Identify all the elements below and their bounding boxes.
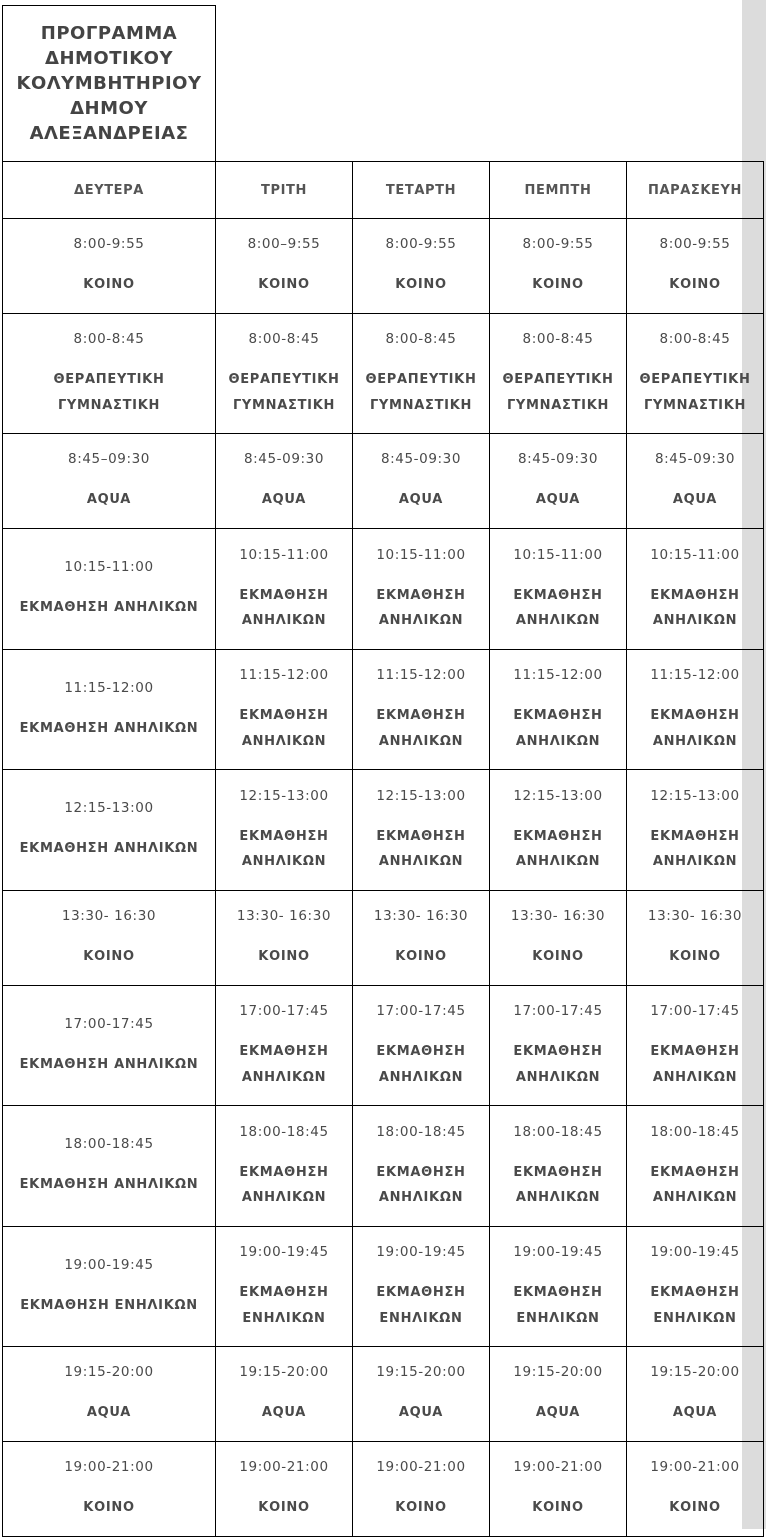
activity-label: ΕΚΜΑΘΗΣΗ ΑΝΗΛΙΚΩΝ [19,1056,199,1072]
cell-content [627,1242,763,1331]
day-header: ΤΡΙΤΗ [216,162,353,219]
activity-label: ΚΟΙΝΟ [395,277,447,293]
time-slot: 19:00-19:45 [376,1244,466,1260]
day-header: ΠΕΜΠΤΗ [490,162,627,219]
activity-label: ΕΚΜΑΘΗΣΗ ΑΝΗΛΙΚΩΝ [19,600,199,616]
cell-content [490,1122,626,1211]
time-slot: 19:00-21:00 [650,1459,740,1476]
activity-label: ΕΚΜΑΘΗΣΗ ΑΝΗΛΙΚΩΝ [513,708,603,749]
time-slot: 18:00-18:45 [239,1123,329,1140]
schedule-cell [3,434,216,529]
activity-label: ΕΚΜΑΘΗΣΗ ΑΝΗΛΙΚΩΝ [513,1044,603,1085]
cell-content [353,1001,489,1090]
schedule-cell [353,1227,490,1347]
time-slot: 19:15-20:00 [376,1364,466,1381]
cell-content [3,329,215,418]
schedule-cell [216,219,353,314]
time-slot: 8:00-9:55 [659,236,731,253]
schedule-cell [627,770,764,891]
activity-label: ΚΟΙΝΟ [669,1500,721,1516]
schedule-cell [490,770,627,891]
activity-label: ΚΟΙΝΟ [258,1500,310,1516]
cell-content [353,1242,489,1331]
schedule-cell [216,434,353,529]
activity-label: ΚΟΙΝΟ [258,949,310,965]
activity-label: AQUA [261,492,307,508]
cell-content [3,557,215,621]
schedule-cell [3,1106,216,1227]
cell-content [627,1362,763,1426]
cell-content [490,1001,626,1090]
schedule-cell [627,1347,764,1442]
schedule-row [3,314,764,434]
cell-content [627,906,763,970]
activity-label: ΕΚΜΑΘΗΣΗ ΑΝΗΛΙΚΩΝ [376,828,466,869]
cell-content [490,1362,626,1426]
time-slot: 17:00-17:45 [64,1015,154,1032]
activity-label: AQUA [672,492,718,508]
time-slot: 19:00-19:45 [650,1244,740,1260]
activity-label: ΕΚΜΑΘΗΣΗ ΑΝΗΛΙΚΩΝ [239,587,329,628]
cell-content [353,329,489,418]
schedule-cell [216,650,353,770]
activity-label: ΕΚΜΑΘΗΣΗ ΕΝΗΛΙΚΩΝ [513,1285,603,1326]
cell-content [216,906,352,970]
activity-label: ΕΚΜΑΘΗΣΗ ΑΝΗΛΙΚΩΝ [376,708,466,749]
schedule-cell [490,529,627,650]
cell-content [216,234,352,298]
time-slot: 12:15-13:00 [513,787,603,804]
cell-content [3,1457,215,1521]
activity-label: ΕΚΜΑΘΗΣΗ ΑΝΗΛΙΚΩΝ [239,828,329,869]
time-slot: 8:45–09:30 [68,451,150,468]
schedule-cell [3,314,216,434]
schedule-cell [490,891,627,986]
activity-label: ΕΚΜΑΘΗΣΗ ΑΝΗΛΙΚΩΝ [19,1177,199,1193]
schedule-cell [353,529,490,650]
activity-label: ΕΚΜΑΘΗΣΗ ΑΝΗΛΙΚΩΝ [376,1044,466,1085]
activity-label: AQUA [398,492,444,508]
activity-label: ΚΟΙΝΟ [532,949,584,965]
schedule-cell [353,1347,490,1442]
title-box [2,5,216,162]
activity-label: AQUA [535,1405,581,1421]
cell-content [353,1362,489,1426]
time-slot: 11:15-12:00 [650,667,740,683]
activity-label: ΕΚΜΑΘΗΣΗ ΕΝΗΛΙΚΩΝ [376,1285,466,1326]
cell-content [216,1362,352,1426]
schedule-cell [216,529,353,650]
time-slot: 13:30- 16:30 [236,908,332,925]
schedule-cell [627,1106,764,1227]
time-slot: 19:00-21:00 [513,1459,603,1476]
time-slot: 11:15-12:00 [64,679,154,696]
schedule-cell [627,891,764,986]
activity-label: ΚΟΙΝΟ [83,949,135,965]
cell-content [490,545,626,634]
activity-label: ΕΚΜΑΘΗΣΗ ΑΝΗΛΙΚΩΝ [650,587,740,628]
schedule-cell [216,1106,353,1227]
activity-label: ΕΚΜΑΘΗΣΗ ΕΝΗΛΙΚΩΝ [20,1297,198,1313]
time-slot: 8:00-8:45 [248,331,320,347]
activity-label: ΕΚΜΑΘΗΣΗ ΕΝΗΛΙΚΩΝ [239,1285,329,1326]
schedule-cell [3,891,216,986]
activity-label: ΚΟΙΝΟ [532,1500,584,1516]
cell-content [353,234,489,298]
cell-content [490,665,626,754]
time-slot: 8:00-8:45 [522,331,594,347]
cell-content [216,329,352,418]
cell-content [353,545,489,634]
time-slot: 10:15-11:00 [650,546,740,563]
day-header: ΤΕΤΑΡΤΗ [353,162,490,219]
time-slot: 19:15-20:00 [64,1364,154,1381]
activity-label: ΕΚΜΑΘΗΣΗ ΑΝΗΛΙΚΩΝ [513,587,603,628]
time-slot: 17:00-17:45 [239,1003,329,1019]
cell-content [627,449,763,513]
activity-label: AQUA [86,492,132,508]
time-slot: 8:00–9:55 [247,236,321,253]
cell-content [490,234,626,298]
cell-content [3,798,215,862]
time-slot: 13:30- 16:30 [61,908,157,925]
schedule-cell [490,314,627,434]
time-slot: 10:15-11:00 [64,559,154,576]
activity-label: AQUA [86,1405,132,1421]
cell-content [353,906,489,970]
time-slot: 13:30- 16:30 [373,908,469,925]
time-slot: 8:45-09:30 [380,451,462,468]
activity-label: ΕΚΜΑΘΗΣΗ ΑΝΗΛΙΚΩΝ [650,1044,740,1085]
time-slot: 19:00-19:45 [513,1244,603,1260]
time-slot: 19:15-20:00 [239,1364,329,1381]
time-slot: 12:15-13:00 [64,800,154,817]
schedule-cell [490,1227,627,1347]
time-slot: 17:00-17:45 [376,1003,466,1019]
schedule-cell [490,434,627,529]
activity-label: ΘΕΡΑΠΕΥΤΙΚΗ ΓΥΜΝΑΣΤΙΚΗ [639,372,751,413]
cell-content [353,1122,489,1211]
time-slot: 10:15-11:00 [376,546,466,563]
time-slot: 18:00-18:45 [64,1136,154,1153]
time-slot: 19:15-20:00 [513,1364,603,1381]
activity-label: ΚΟΙΝΟ [395,1500,447,1516]
day-header: ΔΕΥΤΕΡΑ [3,162,216,219]
cell-content [490,329,626,418]
schedule-row [3,1347,764,1442]
schedule-cell [3,219,216,314]
schedule-cell [3,1347,216,1442]
time-slot: 8:00-9:55 [385,236,457,253]
cell-content [216,1242,352,1331]
time-slot: 19:00-19:45 [239,1244,329,1260]
activity-label: ΚΟΙΝΟ [395,949,447,965]
activity-label: ΚΟΙΝΟ [669,277,721,293]
cell-content [627,329,763,418]
header-row [3,162,764,219]
time-slot: 8:00-8:45 [385,331,457,347]
time-slot: 12:15-13:00 [376,787,466,804]
cell-content [627,234,763,298]
activity-label: ΕΚΜΑΘΗΣΗ ΑΝΗΛΙΚΩΝ [19,720,199,736]
time-slot: 8:00-8:45 [659,331,731,347]
activity-label: ΘΕΡΑΠΕΥΤΙΚΗ ΓΥΜΝΑΣΤΙΚΗ [502,372,614,413]
time-slot: 19:00-19:45 [64,1256,154,1273]
activity-label: ΚΟΙΝΟ [669,949,721,965]
cell-content [627,1001,763,1090]
cell-content [216,665,352,754]
schedule-cell [353,1106,490,1227]
schedule-cell [353,650,490,770]
schedule-cell [353,986,490,1106]
cell-content [627,665,763,754]
cell-content [490,786,626,875]
time-slot: 18:00-18:45 [650,1123,740,1140]
activity-label: ΕΚΜΑΘΗΣΗ ΑΝΗΛΙΚΩΝ [19,841,199,857]
schedule-row [3,650,764,770]
time-slot: 18:00-18:45 [376,1123,466,1140]
time-slot: 12:15-13:00 [650,787,740,804]
cell-content [3,1134,215,1198]
schedule-cell [490,219,627,314]
schedule-cell [216,770,353,891]
schedule-cell [216,1227,353,1347]
cell-content [627,1122,763,1211]
schedule-cell [490,650,627,770]
activity-label: AQUA [398,1405,444,1421]
day-header: ΠΑΡΑΣΚΕΥΗ [627,162,764,219]
cell-content [490,449,626,513]
time-slot: 13:30- 16:30 [510,908,606,925]
time-slot: 11:15-12:00 [239,667,329,683]
activity-label: ΕΚΜΑΘΗΣΗ ΑΝΗΛΙΚΩΝ [239,708,329,749]
time-slot: 12:15-13:00 [239,787,329,804]
time-slot: 19:15-20:00 [650,1364,740,1381]
cell-content [3,234,215,298]
time-slot: 19:00-21:00 [239,1459,329,1476]
schedule-cell [627,314,764,434]
cell-content [353,1457,489,1521]
cell-content [490,906,626,970]
time-slot: 8:45-09:30 [243,451,325,468]
activity-label: ΘΕΡΑΠΕΥΤΙΚΗ ΓΥΜΝΑΣΤΙΚΗ [53,372,165,413]
schedule-row [3,434,764,529]
schedule-cell [627,986,764,1106]
schedule-cell [627,650,764,770]
cell-content [3,678,215,742]
time-slot: 13:30- 16:30 [647,908,743,925]
schedule-cell [3,1442,216,1537]
schedule-row [3,986,764,1106]
time-slot: 18:00-18:45 [513,1123,603,1140]
activity-label: ΕΚΜΑΘΗΣΗ ΑΝΗΛΙΚΩΝ [513,1164,603,1205]
schedule-cell [627,434,764,529]
time-slot: 10:15-11:00 [239,546,329,563]
activity-label: ΕΚΜΑΘΗΣΗ ΑΝΗΛΙΚΩΝ [376,1164,466,1205]
cell-content [216,1001,352,1090]
activity-label: ΘΕΡΑΠΕΥΤΙΚΗ ΓΥΜΝΑΣΤΙΚΗ [228,372,340,413]
cell-content [3,906,215,970]
cell-content [353,449,489,513]
schedule-row [3,770,764,891]
time-slot: 10:15-11:00 [513,546,603,563]
cell-content [490,1242,626,1331]
schedule-row [3,1227,764,1347]
schedule-cell [3,986,216,1106]
cell-content [216,449,352,513]
schedule-cell [490,986,627,1106]
time-slot: 17:00-17:45 [650,1003,740,1019]
cell-content [353,786,489,875]
schedule-row [3,891,764,986]
cell-content [216,786,352,875]
schedule-cell [3,650,216,770]
cell-content [3,1362,215,1426]
schedule-cell [216,986,353,1106]
schedule-row [3,1442,764,1537]
schedule-cell [627,1442,764,1537]
schedule-cell [490,1347,627,1442]
schedule-cell [490,1442,627,1537]
schedule-cell [3,529,216,650]
time-slot: 19:00-21:00 [376,1459,466,1476]
activity-label: ΕΚΜΑΘΗΣΗ ΑΝΗΛΙΚΩΝ [650,828,740,869]
schedule-row [3,1106,764,1227]
activity-label: AQUA [261,1405,307,1421]
activity-label: ΚΟΙΝΟ [83,1500,135,1516]
activity-label: ΕΚΜΑΘΗΣΗ ΑΝΗΛΙΚΩΝ [376,587,466,628]
schedule-cell [216,314,353,434]
time-slot: 11:15-12:00 [376,667,466,683]
cell-content [216,545,352,634]
schedule-cell [353,219,490,314]
cell-content [627,545,763,634]
time-slot: 8:45-09:30 [654,451,736,468]
schedule-cell [353,770,490,891]
time-slot: 8:00-9:55 [522,236,594,253]
activity-label: ΕΚΜΑΘΗΣΗ ΑΝΗΛΙΚΩΝ [650,708,740,749]
cell-content [490,1457,626,1521]
schedule-cell [627,529,764,650]
schedule-cell [353,314,490,434]
activity-label: AQUA [535,492,581,508]
time-slot: 19:00-21:00 [64,1459,154,1476]
schedule-row [3,219,764,314]
schedule-cell [216,891,353,986]
schedule-cell [3,1227,216,1347]
activity-label: ΕΚΜΑΘΗΣΗ ΑΝΗΛΙΚΩΝ [239,1044,329,1085]
schedule-cell [216,1347,353,1442]
schedule-table [2,161,764,1537]
cell-content [216,1122,352,1211]
time-slot: 11:15-12:00 [513,667,603,683]
cell-content [216,1457,352,1521]
activity-label: ΕΚΜΑΘΗΣΗ ΑΝΗΛΙΚΩΝ [650,1164,740,1205]
schedule-cell [627,1227,764,1347]
activity-label: ΘΕΡΑΠΕΥΤΙΚΗ ΓΥΜΝΑΣΤΙΚΗ [365,372,477,413]
schedule-cell [216,1442,353,1537]
cell-content [353,665,489,754]
cell-content [627,1457,763,1521]
activity-label: ΕΚΜΑΘΗΣΗ ΑΝΗΛΙΚΩΝ [239,1164,329,1205]
activity-label: ΚΟΙΝΟ [83,277,135,293]
activity-label: ΕΚΜΑΘΗΣΗ ΑΝΗΛΙΚΩΝ [513,828,603,869]
schedule-row [3,529,764,650]
cell-content [3,1255,215,1319]
page-title: ΠΡΟΓΡΑΜΜΑ ΔΗΜΟΤΙΚΟΥ ΚΟΛΥΜΒΗΤΗΡΙΟΥ ΔΗΜΟΥ ΑΛΕΞΑΝΔΡΕΙΑΣ [16,23,202,144]
activity-label: ΕΚΜΑΘΗΣΗ ΕΝΗΛΙΚΩΝ [650,1285,740,1326]
time-slot: 8:00-9:55 [73,236,145,253]
schedule-cell [353,434,490,529]
schedule-cell [3,770,216,891]
schedule-cell [353,891,490,986]
activity-label: ΚΟΙΝΟ [258,277,310,293]
schedule-cell [353,1442,490,1537]
cell-content [3,1014,215,1078]
schedule-cell [490,1106,627,1227]
time-slot: 8:45-09:30 [517,451,599,468]
schedule-cell [627,219,764,314]
activity-label: ΚΟΙΝΟ [532,277,584,293]
cell-content [3,449,215,513]
time-slot: 17:00-17:45 [513,1003,603,1019]
activity-label: AQUA [672,1405,718,1421]
time-slot: 8:00-8:45 [73,331,145,347]
cell-content [627,786,763,875]
